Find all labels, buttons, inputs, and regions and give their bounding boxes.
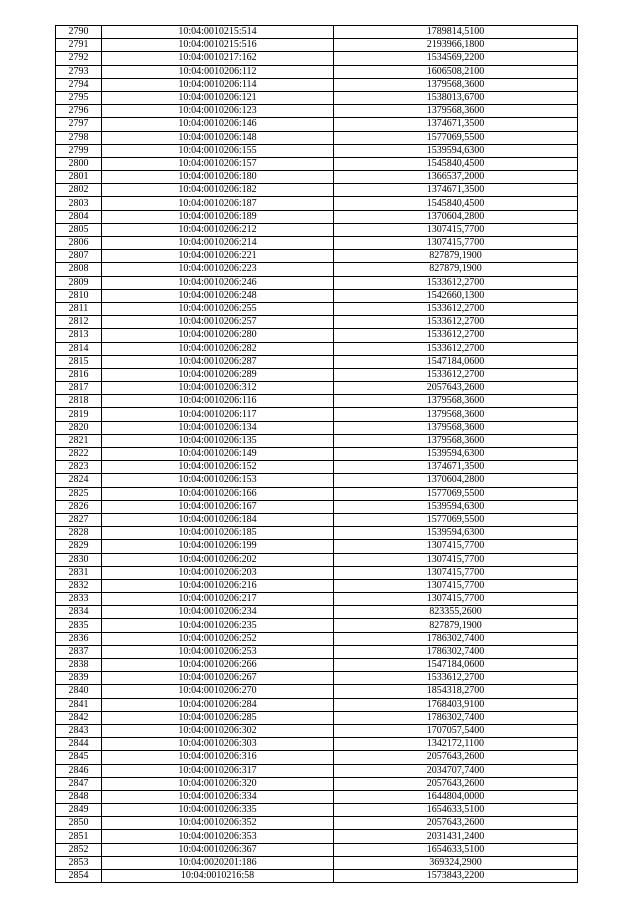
row-number-cell: 2790: [56, 26, 102, 39]
row-number-cell: 2820: [56, 421, 102, 434]
table-row: [56, 659, 578, 672]
cadastral-number-cell: 10:04:0010206:255: [102, 302, 334, 315]
row-number-cell: 2805: [56, 223, 102, 236]
table-row: [56, 593, 578, 606]
row-number-cell: 2791: [56, 39, 102, 52]
table-row: [56, 619, 578, 632]
cadastral-number-cell: 10:04:0010206:116: [102, 395, 334, 408]
table-row: [56, 606, 578, 619]
cadastral-number-cell: 10:04:0010206:217: [102, 593, 334, 606]
value-cell: 1786302,7400: [334, 711, 578, 724]
row-number-cell: 2825: [56, 487, 102, 500]
value-cell: 1654633,5100: [334, 804, 578, 817]
table-row: [56, 250, 578, 263]
cadastral-number-cell: 10:04:0010206:214: [102, 237, 334, 250]
cadastral-number-cell: 10:04:0010206:248: [102, 289, 334, 302]
table-row: [56, 355, 578, 368]
row-number-cell: 2832: [56, 579, 102, 592]
table-row: [56, 197, 578, 210]
value-cell: 1366537,2000: [334, 171, 578, 184]
cadastral-number-cell: 10:04:0020201:186: [102, 856, 334, 869]
value-cell: 2057643,2600: [334, 751, 578, 764]
cadastral-number-cell: 10:04:0010206:212: [102, 223, 334, 236]
cadastral-number-cell: 10:04:0010206:112: [102, 65, 334, 78]
row-number-cell: 2793: [56, 65, 102, 78]
cadastral-number-cell: 10:04:0010206:280: [102, 329, 334, 342]
cadastral-number-cell: 10:04:0010206:320: [102, 777, 334, 790]
row-number-cell: 2844: [56, 738, 102, 751]
table-row: [56, 26, 578, 39]
value-cell: 1654633,5100: [334, 843, 578, 856]
cadastral-number-cell: 10:04:0010206:234: [102, 606, 334, 619]
value-cell: 1533612,2700: [334, 329, 578, 342]
table-row: [56, 184, 578, 197]
cadastral-number-cell: 10:04:0010206:282: [102, 342, 334, 355]
value-cell: 1539594,6300: [334, 144, 578, 157]
table-row: [56, 171, 578, 184]
row-number-cell: 2852: [56, 843, 102, 856]
cadastral-number-cell: 10:04:0010206:153: [102, 474, 334, 487]
cadastral-number-cell: 10:04:0010206:117: [102, 408, 334, 421]
value-cell: 1539594,6300: [334, 448, 578, 461]
value-cell: 1307415,7700: [334, 237, 578, 250]
table-row: [56, 698, 578, 711]
row-number-cell: 2840: [56, 685, 102, 698]
value-cell: 1854318,2700: [334, 685, 578, 698]
cadastral-number-cell: 10:04:0010206:312: [102, 382, 334, 395]
cadastral-number-cell: 10:04:0010206:235: [102, 619, 334, 632]
row-number-cell: 2814: [56, 342, 102, 355]
row-number-cell: 2807: [56, 250, 102, 263]
table-row: [56, 870, 578, 883]
cadastral-number-cell: 10:04:0010206:184: [102, 513, 334, 526]
value-cell: 1786302,7400: [334, 645, 578, 658]
table-row: [56, 368, 578, 381]
table-row: [56, 382, 578, 395]
value-cell: 1307415,7700: [334, 579, 578, 592]
table-row: [56, 817, 578, 830]
row-number-cell: 2811: [56, 302, 102, 315]
row-number-cell: 2842: [56, 711, 102, 724]
value-cell: 1545840,4500: [334, 197, 578, 210]
cadastral-number-cell: 10:04:0010206:203: [102, 566, 334, 579]
row-number-cell: 2827: [56, 513, 102, 526]
table-row: [56, 223, 578, 236]
table-row: [56, 316, 578, 329]
value-cell: 1539594,6300: [334, 500, 578, 513]
value-cell: 1539594,6300: [334, 527, 578, 540]
cadastral-number-cell: 10:04:0010206:289: [102, 368, 334, 381]
row-number-cell: 2821: [56, 434, 102, 447]
table-row: [56, 421, 578, 434]
cadastral-number-cell: 10:04:0010206:267: [102, 672, 334, 685]
value-cell: 1534569,2200: [334, 52, 578, 65]
table-row: [56, 237, 578, 250]
cadastral-number-cell: 10:04:0010206:157: [102, 157, 334, 170]
cadastral-number-cell: 10:04:0010206:152: [102, 461, 334, 474]
value-cell: 1370604,2800: [334, 474, 578, 487]
table-row: [56, 342, 578, 355]
value-cell: 827879,1900: [334, 250, 578, 263]
value-cell: 1374671,3500: [334, 461, 578, 474]
row-number-cell: 2801: [56, 171, 102, 184]
table-row: [56, 804, 578, 817]
value-cell: 1545840,4500: [334, 157, 578, 170]
cadastral-number-cell: 10:04:0010206:367: [102, 843, 334, 856]
value-cell: 1547184,0600: [334, 659, 578, 672]
row-number-cell: 2794: [56, 78, 102, 91]
value-cell: 1577069,5500: [334, 131, 578, 144]
value-cell: 1533612,2700: [334, 302, 578, 315]
table-row: [56, 645, 578, 658]
cadastral-number-cell: 10:04:0010206:302: [102, 724, 334, 737]
row-number-cell: 2796: [56, 105, 102, 118]
row-number-cell: 2847: [56, 777, 102, 790]
cadastral-number-cell: 10:04:0010206:334: [102, 790, 334, 803]
cadastral-number-cell: 10:04:0010206:284: [102, 698, 334, 711]
row-number-cell: 2792: [56, 52, 102, 65]
row-number-cell: 2802: [56, 184, 102, 197]
value-cell: 2031431,2400: [334, 830, 578, 843]
cadastral-number-cell: 10:04:0010206:123: [102, 105, 334, 118]
value-cell: 1370604,2800: [334, 210, 578, 223]
table-row: [56, 289, 578, 302]
row-number-cell: 2824: [56, 474, 102, 487]
value-cell: 823355,2600: [334, 606, 578, 619]
value-cell: 1533612,2700: [334, 316, 578, 329]
table-row: [56, 52, 578, 65]
table-row: [56, 764, 578, 777]
cadastral-number-cell: 10:04:0010206:180: [102, 171, 334, 184]
cadastral-number-cell: 10:04:0010206:134: [102, 421, 334, 434]
table-row: [56, 527, 578, 540]
value-cell: 1307415,7700: [334, 593, 578, 606]
value-cell: 1577069,5500: [334, 487, 578, 500]
table-row: [56, 434, 578, 447]
table-row: [56, 500, 578, 513]
table-row: [56, 395, 578, 408]
cadastral-number-cell: 10:04:0010206:149: [102, 448, 334, 461]
value-cell: 827879,1900: [334, 619, 578, 632]
table-row: [56, 685, 578, 698]
table-row: [56, 553, 578, 566]
row-number-cell: 2853: [56, 856, 102, 869]
row-number-cell: 2841: [56, 698, 102, 711]
table-row: [56, 210, 578, 223]
table-row: [56, 91, 578, 104]
table-row: [56, 738, 578, 751]
table-row: [56, 263, 578, 276]
value-cell: 1307415,7700: [334, 553, 578, 566]
value-cell: 1379568,3600: [334, 78, 578, 91]
row-number-cell: 2797: [56, 118, 102, 131]
value-cell: 2193966,1800: [334, 39, 578, 52]
table-row: [56, 78, 578, 91]
value-cell: 1547184,0600: [334, 355, 578, 368]
table-row: [56, 540, 578, 553]
table-row: [56, 105, 578, 118]
table-row: [56, 65, 578, 78]
row-number-cell: 2809: [56, 276, 102, 289]
table-row: [56, 448, 578, 461]
table-row: [56, 856, 578, 869]
row-number-cell: 2828: [56, 527, 102, 540]
value-cell: 369324,2900: [334, 856, 578, 869]
row-number-cell: 2851: [56, 830, 102, 843]
row-number-cell: 2803: [56, 197, 102, 210]
table-row: [56, 790, 578, 803]
row-number-cell: 2854: [56, 870, 102, 883]
cadastral-number-cell: 10:04:0010206:317: [102, 764, 334, 777]
table-body: [56, 26, 578, 883]
table-row: [56, 276, 578, 289]
row-number-cell: 2839: [56, 672, 102, 685]
value-cell: 1307415,7700: [334, 566, 578, 579]
value-cell: 1379568,3600: [334, 408, 578, 421]
table-row: [56, 711, 578, 724]
row-number-cell: 2798: [56, 131, 102, 144]
cadastral-number-cell: 10:04:0010206:285: [102, 711, 334, 724]
value-cell: 1379568,3600: [334, 434, 578, 447]
table-row: [56, 724, 578, 737]
table-row: [56, 777, 578, 790]
cadastral-number-cell: 10:04:0010206:185: [102, 527, 334, 540]
cadastral-number-cell: 10:04:0010206:189: [102, 210, 334, 223]
row-number-cell: 2836: [56, 632, 102, 645]
cadastral-number-cell: 10:04:0010206:266: [102, 659, 334, 672]
table-row: [56, 302, 578, 315]
row-number-cell: 2799: [56, 144, 102, 157]
row-number-cell: 2812: [56, 316, 102, 329]
value-cell: 1533612,2700: [334, 342, 578, 355]
data-table: [55, 25, 578, 883]
cadastral-number-cell: 10:04:0010206:335: [102, 804, 334, 817]
value-cell: 1374671,3500: [334, 184, 578, 197]
cadastral-number-cell: 10:04:0010206:352: [102, 817, 334, 830]
row-number-cell: 2850: [56, 817, 102, 830]
table-row: [56, 118, 578, 131]
value-cell: 1307415,7700: [334, 540, 578, 553]
value-cell: 2034707,7400: [334, 764, 578, 777]
cadastral-number-cell: 10:04:0010206:223: [102, 263, 334, 276]
cadastral-number-cell: 10:04:0010206:121: [102, 91, 334, 104]
cadastral-number-cell: 10:04:0010215:514: [102, 26, 334, 39]
row-number-cell: 2823: [56, 461, 102, 474]
row-number-cell: 2848: [56, 790, 102, 803]
cadastral-number-cell: 10:04:0010206:155: [102, 144, 334, 157]
cadastral-number-cell: 10:04:0010216:58: [102, 870, 334, 883]
value-cell: 1307415,7700: [334, 223, 578, 236]
cadastral-number-cell: 10:04:0010206:316: [102, 751, 334, 764]
value-cell: 1789814,5100: [334, 26, 578, 39]
value-cell: 1374671,3500: [334, 118, 578, 131]
table-row: [56, 566, 578, 579]
cadastral-number-cell: 10:04:0010206:167: [102, 500, 334, 513]
value-cell: 1342172,1100: [334, 738, 578, 751]
value-cell: 2057643,2600: [334, 777, 578, 790]
row-number-cell: 2846: [56, 764, 102, 777]
row-number-cell: 2835: [56, 619, 102, 632]
value-cell: 1644804,0000: [334, 790, 578, 803]
value-cell: 1379568,3600: [334, 395, 578, 408]
table-row: [56, 39, 578, 52]
cadastral-number-cell: 10:04:0010206:221: [102, 250, 334, 263]
cadastral-number-cell: 10:04:0010206:187: [102, 197, 334, 210]
value-cell: 1538013,6700: [334, 91, 578, 104]
value-cell: 1533612,2700: [334, 368, 578, 381]
cadastral-number-cell: 10:04:0010206:135: [102, 434, 334, 447]
table-row: [56, 751, 578, 764]
cadastral-number-cell: 10:04:0010206:182: [102, 184, 334, 197]
row-number-cell: 2810: [56, 289, 102, 302]
table-row: [56, 487, 578, 500]
cadastral-number-cell: 10:04:0010206:257: [102, 316, 334, 329]
value-cell: 1577069,5500: [334, 513, 578, 526]
cadastral-number-cell: 10:04:0010206:253: [102, 645, 334, 658]
table-row: [56, 843, 578, 856]
row-number-cell: 2845: [56, 751, 102, 764]
value-cell: 1533612,2700: [334, 276, 578, 289]
row-number-cell: 2815: [56, 355, 102, 368]
value-cell: 2057643,2600: [334, 817, 578, 830]
cadastral-number-cell: 10:04:0010206:146: [102, 118, 334, 131]
row-number-cell: 2837: [56, 645, 102, 658]
row-number-cell: 2826: [56, 500, 102, 513]
row-number-cell: 2804: [56, 210, 102, 223]
cadastral-number-cell: 10:04:0010215:516: [102, 39, 334, 52]
table-row: [56, 157, 578, 170]
table-row: [56, 830, 578, 843]
cadastral-number-cell: 10:04:0010206:270: [102, 685, 334, 698]
row-number-cell: 2795: [56, 91, 102, 104]
row-number-cell: 2818: [56, 395, 102, 408]
value-cell: 1379568,3600: [334, 105, 578, 118]
row-number-cell: 2808: [56, 263, 102, 276]
row-number-cell: 2849: [56, 804, 102, 817]
table-row: [56, 474, 578, 487]
table-row: [56, 579, 578, 592]
row-number-cell: 2829: [56, 540, 102, 553]
value-cell: 827879,1900: [334, 263, 578, 276]
table-row: [56, 408, 578, 421]
table-row: [56, 144, 578, 157]
row-number-cell: 2806: [56, 237, 102, 250]
value-cell: 1533612,2700: [334, 672, 578, 685]
table-row: [56, 513, 578, 526]
cadastral-number-cell: 10:04:0010217:162: [102, 52, 334, 65]
cadastral-number-cell: 10:04:0010206:287: [102, 355, 334, 368]
value-cell: 1707057,5400: [334, 724, 578, 737]
row-number-cell: 2800: [56, 157, 102, 170]
row-number-cell: 2819: [56, 408, 102, 421]
row-number-cell: 2822: [56, 448, 102, 461]
row-number-cell: 2843: [56, 724, 102, 737]
value-cell: 1768403,9100: [334, 698, 578, 711]
table-row: [56, 632, 578, 645]
value-cell: 2057643,2600: [334, 382, 578, 395]
row-number-cell: 2838: [56, 659, 102, 672]
cadastral-number-cell: 10:04:0010206:202: [102, 553, 334, 566]
row-number-cell: 2817: [56, 382, 102, 395]
value-cell: 1379568,3600: [334, 421, 578, 434]
cadastral-number-cell: 10:04:0010206:199: [102, 540, 334, 553]
row-number-cell: 2831: [56, 566, 102, 579]
cadastral-number-cell: 10:04:0010206:166: [102, 487, 334, 500]
value-cell: 1606508,2100: [334, 65, 578, 78]
row-number-cell: 2813: [56, 329, 102, 342]
cadastral-number-cell: 10:04:0010206:246: [102, 276, 334, 289]
row-number-cell: 2833: [56, 593, 102, 606]
table-row: [56, 672, 578, 685]
table-row: [56, 329, 578, 342]
value-cell: 1573843,2200: [334, 870, 578, 883]
cadastral-number-cell: 10:04:0010206:353: [102, 830, 334, 843]
cadastral-number-cell: 10:04:0010206:114: [102, 78, 334, 91]
value-cell: 1786302,7400: [334, 632, 578, 645]
cadastral-number-cell: 10:04:0010206:148: [102, 131, 334, 144]
row-number-cell: 2830: [56, 553, 102, 566]
cadastral-number-cell: 10:04:0010206:216: [102, 579, 334, 592]
value-cell: 1542660,1300: [334, 289, 578, 302]
cadastral-number-cell: 10:04:0010206:303: [102, 738, 334, 751]
row-number-cell: 2834: [56, 606, 102, 619]
table-row: [56, 131, 578, 144]
row-number-cell: 2816: [56, 368, 102, 381]
cadastral-number-cell: 10:04:0010206:252: [102, 632, 334, 645]
table-row: [56, 461, 578, 474]
